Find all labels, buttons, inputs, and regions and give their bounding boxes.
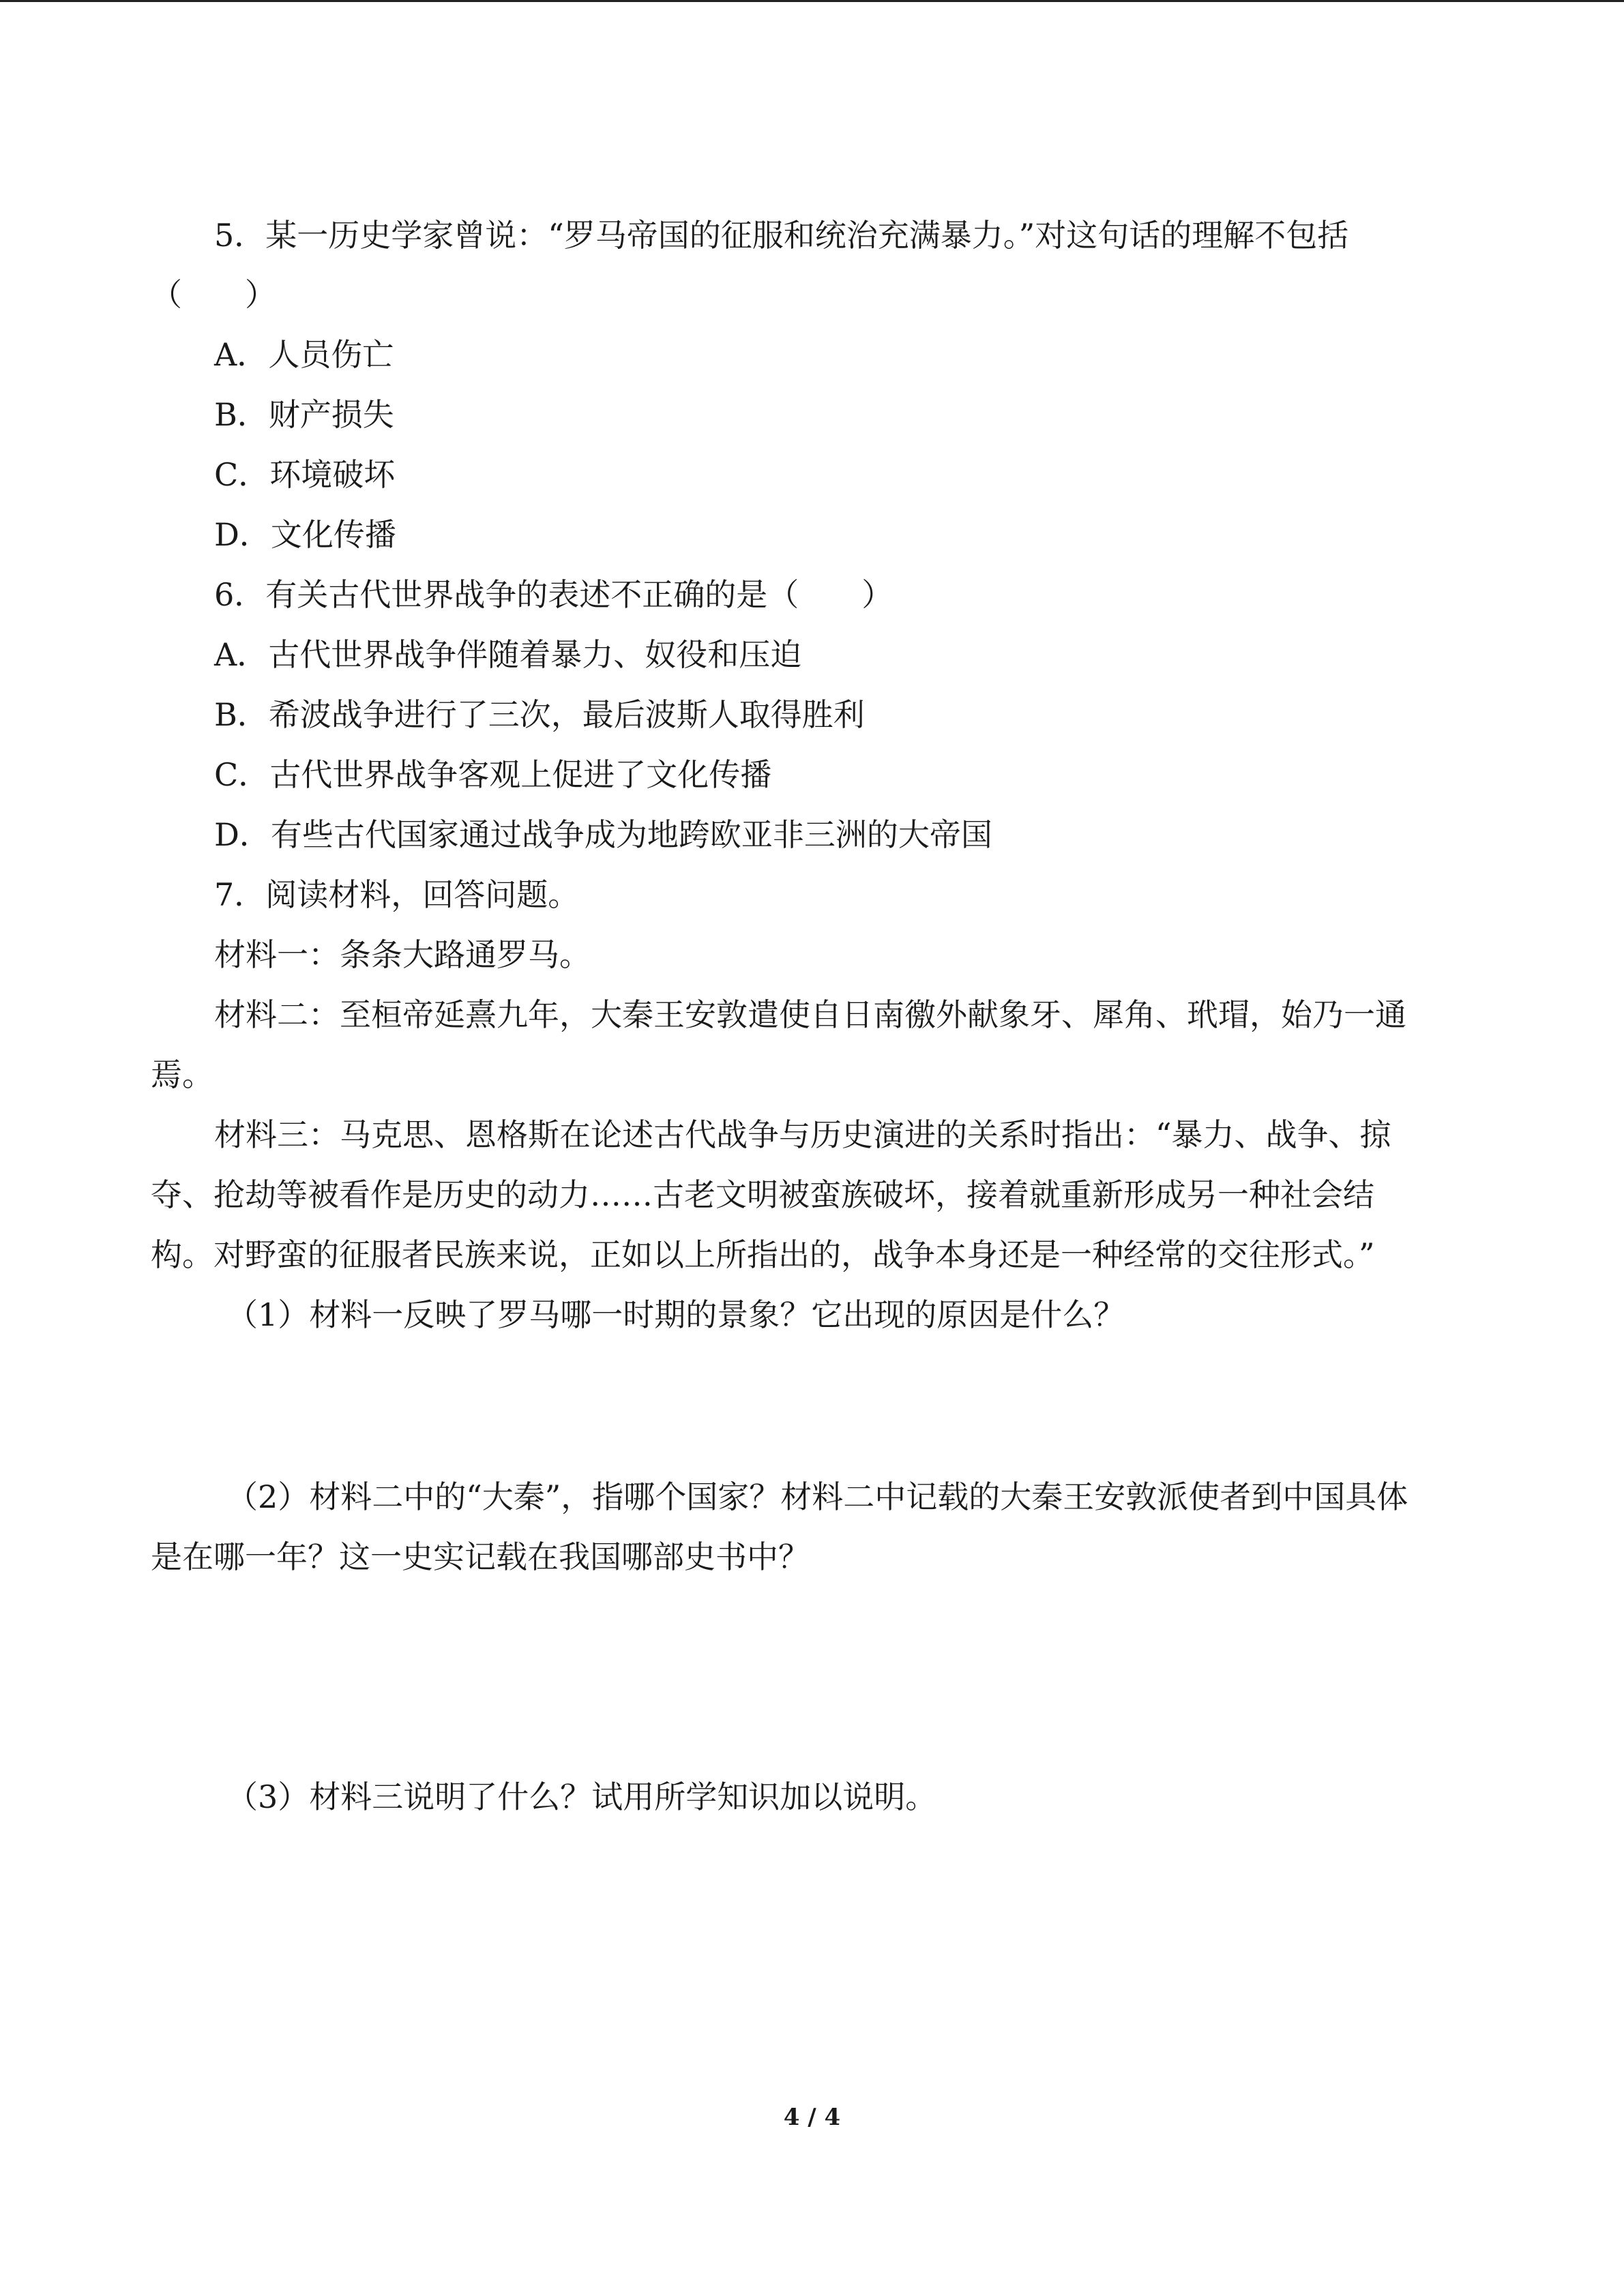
q5-option-b: B．财产损失 (214, 396, 394, 433)
q7-subquestion-2-line2: 是在哪一年？这一史实记载在我国哪部史书中？ (151, 1538, 810, 1575)
q6-option-d: D．有些古代国家通过战争成为地跨欧亚非三洲的大帝国 (214, 816, 992, 853)
q7-stem: 7．阅读材料，回答问题。 (214, 876, 580, 913)
q5-stem-line1: 5．某一历史学家曾说：“罗马帝国的征服和统治充满暴力。”对这句话的理解不包括 (214, 217, 1349, 254)
q7-subquestion-3: （3）材料三说明了什么？试用所学知识加以说明。 (226, 1778, 937, 1815)
q7-material3-line3: 构。对野蛮的征服者民族来说，正如以上所指出的，战争本身还是一种经常的交往形式。” (151, 1236, 1375, 1273)
page-number: 4 / 4 (783, 2104, 841, 2131)
q7-material2-line2: 焉。 (151, 1056, 213, 1093)
q7-material2-line1: 材料二：至桓帝延熹九年，大秦王安敦遣使自日南徼外献象牙、犀角、玳瑁，始乃一通 (214, 996, 1406, 1033)
q6-option-c: C．古代世界战争客观上促进了文化传播 (214, 756, 772, 793)
q7-subquestion-2-line1: （2）材料二中的“大秦”，指哪个国家？材料二中记载的大秦王安敦派使者到中国具体 (226, 1478, 1408, 1515)
q6-option-b: B．希波战争进行了三次，最后波斯人取得胜利 (214, 696, 865, 733)
q5-stem-line2: （ ） (151, 276, 276, 313)
q6-stem: 6．有关古代世界战争的表述不正确的是（ ） (214, 576, 894, 613)
q7-material3-line2: 夺、抢劫等被看作是历史的动力……古老文明被蛮族破坏，接着就重新形成另一种社会结 (151, 1176, 1374, 1213)
q7-material3-line1: 材料三：马克思、恩格斯在论述古代战争与历史演进的关系时指出：“暴力、战争、掠 (214, 1116, 1391, 1153)
q6-option-a: A．古代世界战争伴随着暴力、奴役和压迫 (214, 636, 802, 673)
q5-option-d: D．文化传播 (214, 516, 396, 553)
q7-subquestion-1: （1）材料一反映了罗马哪一时期的景象？它出现的原因是什么？ (226, 1296, 1125, 1333)
q7-material1: 材料一：条条大路通罗马。 (214, 936, 591, 973)
q5-option-c: C．环境破坏 (214, 456, 396, 493)
q5-option-a: A．人员伤亡 (214, 336, 394, 373)
